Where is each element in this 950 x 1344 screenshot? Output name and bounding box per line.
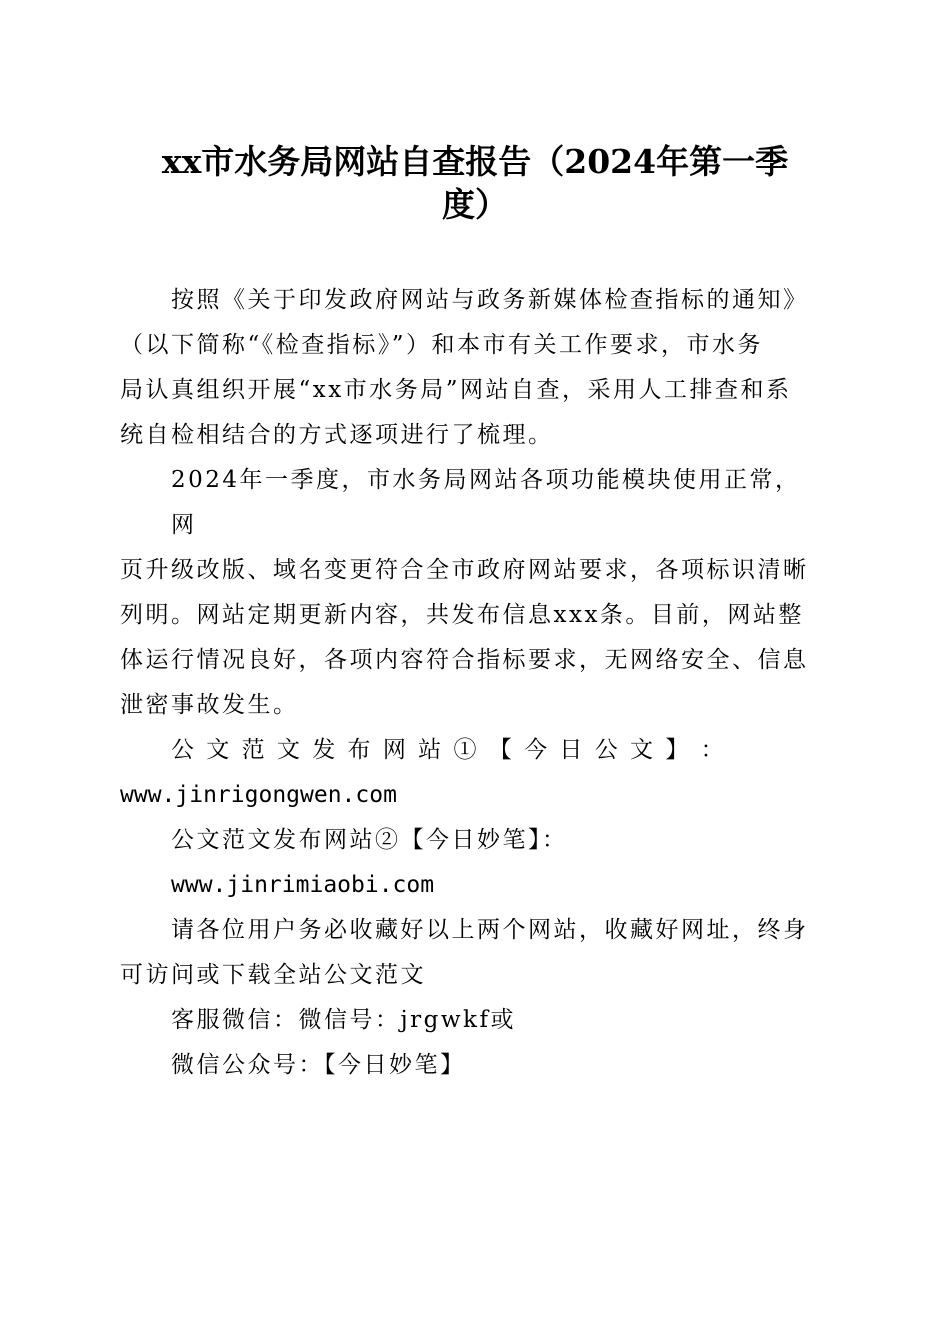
title-line-2: 度） (442, 185, 508, 224)
paragraph-1 (120, 278, 822, 458)
paragraph-line: 列明。网站定期更新内容，共发布信息xxx条。目前，网站整 (120, 602, 804, 628)
notice-block (120, 908, 822, 998)
paragraph-line: 页升级改版、域名变更符合全市政府网站要求，各项标识清晰 (120, 557, 809, 583)
paragraph-line: 按照《关于印发政府网站与政务新媒体检查指标的通知》 (171, 287, 809, 313)
paragraph-line: 泄密事故发生。 (120, 692, 299, 718)
document-title (120, 140, 830, 226)
site-1-label: 公 文 范 文 发 布 网 站 ① 【 今 日 公 文 】 ： (171, 737, 727, 763)
site-2-block (120, 818, 822, 908)
title-line-1: xx市水务局网站自查报告（2024年第一季 (161, 142, 789, 181)
notice-line-2: 可访问或下载全站公文范文 (120, 962, 426, 988)
notice-line-1: 请各位用户务必收藏好以上两个网站，收藏好网址，终身 (171, 917, 809, 943)
site-2-url: www.jinrimiaobi.com (171, 872, 435, 898)
paragraph-line: 局认真组织开展“xx市水务局”网站自查，采用人工排查和系 (120, 377, 792, 403)
site-1-block (120, 728, 822, 818)
paragraph-line: （以下简称“《检查指标》”）和本市有关工作要求，市水务 (120, 332, 764, 358)
site-1-url: www.jinrigongwen.com (120, 782, 397, 808)
paragraph-2 (120, 458, 822, 728)
document-body (120, 278, 822, 1088)
paragraph-line: 体运行情况良好，各项内容符合指标要求，无网络安全、信息 (120, 647, 809, 673)
site-2-label: 公文范文发布网站②【今日妙笔】： (171, 827, 568, 853)
paragraph-line: 统自检相结合的方式逐项进行了梳理。 (120, 422, 554, 448)
wechat-line: 客服微信：微信号：jrgwkf或 (171, 1007, 516, 1033)
official-account-line: 微信公众号：【今日妙笔】 (171, 1052, 466, 1078)
paragraph-line: 2024年一季度，市水务局网站各项功能模块使用正常，网 (171, 467, 801, 538)
